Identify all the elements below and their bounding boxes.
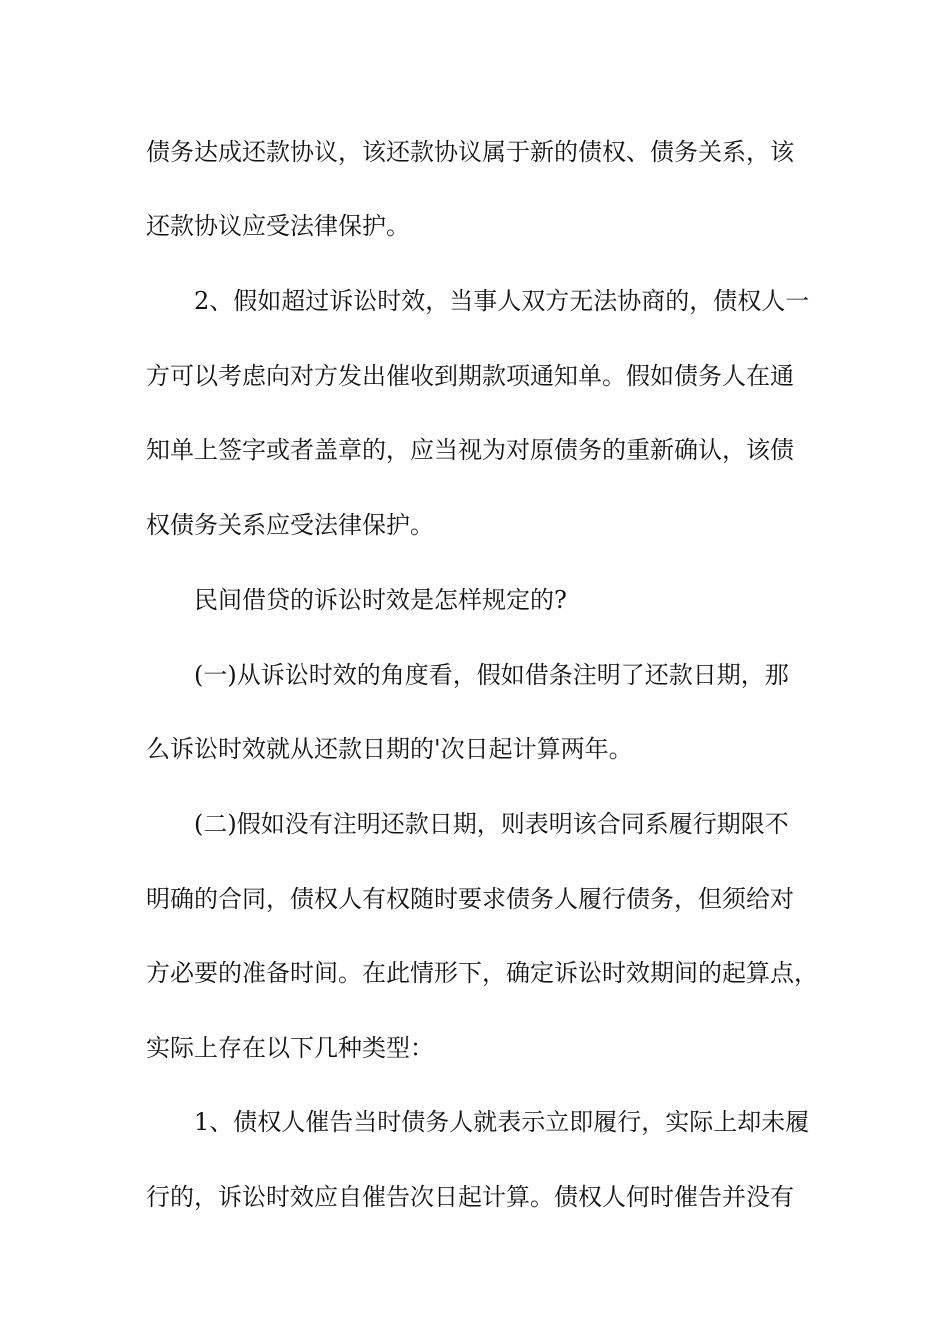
text-line: 明确的合同，债权人有权随时要求债务人履行债务，但须给对 bbox=[146, 885, 794, 913]
text-line: 知单上签字或者盖章的，应当视为对原债务的重新确认，该债 bbox=[146, 436, 794, 464]
text-line: 还款协议应受法律保护。 bbox=[146, 212, 410, 240]
text-line: 么诉讼时效就从还款日期的'次日起计算两年。 bbox=[146, 735, 633, 763]
section-question: 民间借贷的诉讼时效是怎样规定的? bbox=[194, 586, 567, 614]
text-line: 方必要的准备时间。在此情形下，确定诉讼时效期间的起算点， bbox=[146, 959, 818, 987]
paragraph-start-line: (二)假如没有注明还款日期，则表明该合同系履行期限不 bbox=[194, 810, 789, 838]
paragraph-start-line: 1、债权人催告当时债务人就表示立即履行，实际上却未履 bbox=[194, 1108, 810, 1136]
paragraph-start-line: (一)从诉讼时效的角度看，假如借条注明了还款日期，那 bbox=[194, 661, 789, 689]
text-line: 权债务关系应受法律保护。 bbox=[146, 511, 434, 539]
text-line: 债务达成还款协议，该还款协议属于新的债权、债务关系，该 bbox=[146, 138, 794, 166]
paragraph-start-line: 2、假如超过诉讼时效，当事人双方无法协商的，债权人一 bbox=[194, 287, 810, 315]
text-line: 方可以考虑向对方发出催收到期款项通知单。假如债务人在通 bbox=[146, 362, 794, 390]
text-line: 行的，诉讼时效应自催告次日起计算。债权人何时催告并没有 bbox=[146, 1183, 794, 1211]
text-line: 实际上存在以下几种类型： bbox=[146, 1034, 434, 1062]
